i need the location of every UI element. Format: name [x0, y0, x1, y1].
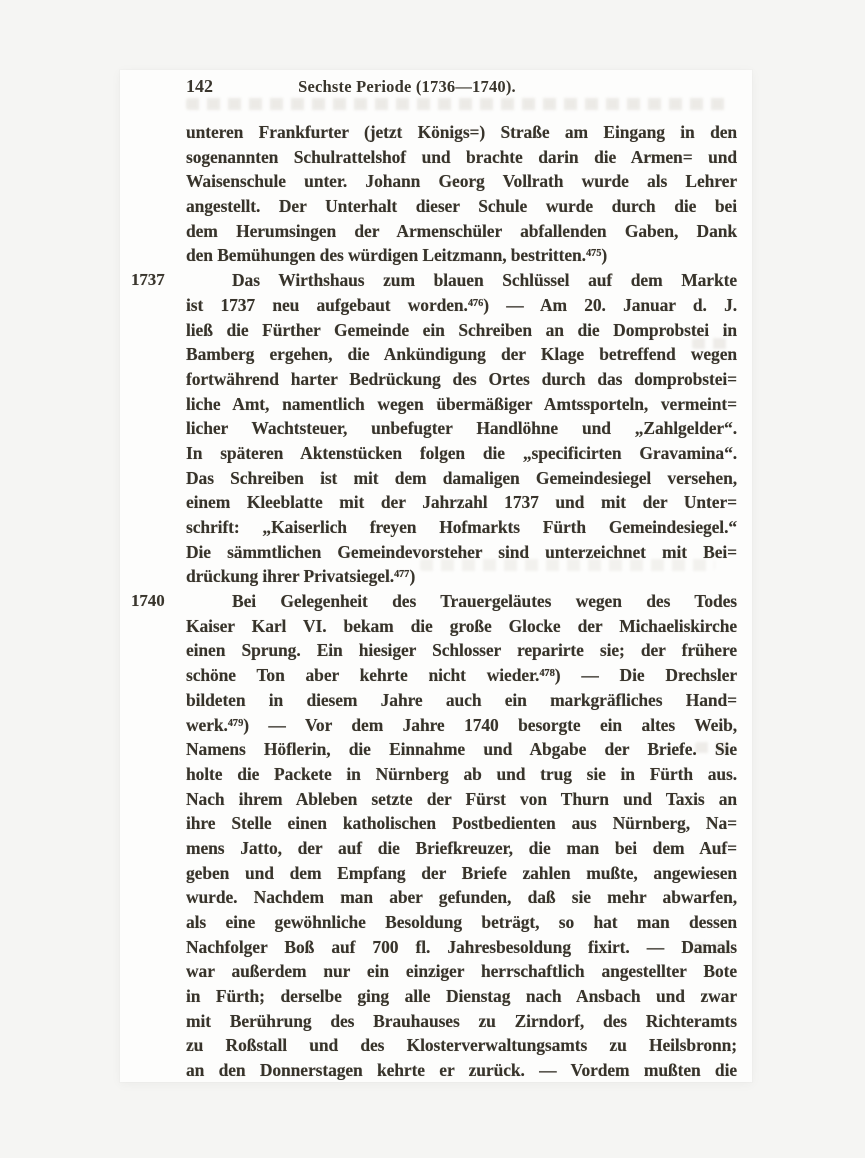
- text-line: schrift: „Kaiserlich freyen Hofmarkts Fürth Gemeindesiegel.“: [186, 517, 737, 537]
- text-line: ist 1737 neu aufgebaut worden.⁴⁷⁶) — Am 20. Januar d. J.: [186, 294, 737, 315]
- text-line: Die sämmtlichen Gemeindevorsteher sind unterzeichnet mit Bei=: [186, 541, 737, 562]
- text-line: licher Wachtsteuer, unbefugter Handlöhne und „Zahlgelder“.: [186, 418, 737, 439]
- text-line: bildeten in diesem Jahre auch ein markgräfliches Hand=: [186, 689, 737, 710]
- margin-year-1737: 1737: [131, 270, 165, 290]
- text-line: Kaiser Karl VI. bekam die große Glocke der Michaeliskirche: [186, 615, 737, 636]
- text-line: in Fürth; derselbe ging alle Dienstag nach Ansbach und zwar: [186, 986, 737, 1007]
- bleed-through-ghost: [186, 98, 726, 110]
- text-line: Nach ihrem Ableben setzte der Fürst von Thurn und Taxis an: [186, 788, 737, 809]
- margin-year-1740: 1740: [131, 591, 165, 611]
- text-line: mens Jatto, der auf die Briefkreuzer, die man bei dem Auf=: [186, 837, 737, 858]
- text-line: schöne Ton aber kehrte nicht wieder.⁴⁷⁸) — Die Drechsler: [186, 665, 737, 686]
- text-line: Namens Höflerin, die Einnahme und Abgabe der Briefe. Sie: [186, 739, 737, 760]
- text-line: an den Donnerstagen kehrte er zurück. — Vordem mußten die: [186, 1060, 737, 1081]
- text-line: Das Wirthshaus zum blauen Schlüssel auf dem Markte: [232, 270, 737, 291]
- running-header-title: Sechste Periode (1736—1740).: [298, 77, 516, 96]
- text-line: mit Berührung des Brauhauses zu Zirndorf, des Richteramts: [186, 1010, 737, 1031]
- text-line: sogenannten Schulrattelshof und brachte darin die Armen= und: [186, 146, 737, 167]
- text-line: zu Roßstall und des Klosterverwaltungsamts zu Heilsbronn;: [186, 1035, 737, 1056]
- page-header: [120, 76, 752, 98]
- text-line: drückung ihrer Privatsiegel.⁴⁷⁷): [186, 566, 416, 587]
- text-line: ließ die Fürther Gemeinde ein Schreiben an die Domprobstei in: [186, 319, 737, 340]
- text-line: einem Kleeblatte mit der Jahrzahl 1737 und mit der Unter=: [186, 492, 737, 513]
- text-line: liche Amt, namentlich wegen übermäßiger Amtssporteln, vermeint=: [186, 393, 737, 414]
- text-line: holte die Packete in Nürnberg ab und trug sie in Fürth aus.: [186, 763, 737, 784]
- text-line: Bamberg ergehen, die Ankündigung der Klage betreffend wegen: [186, 344, 737, 365]
- text-line: In späteren Aktenstücken folgen die „specificirten Gravamina“.: [186, 442, 737, 463]
- text-line: Waisenschule unter. Johann Georg Vollrath wurde als Lehrer: [186, 171, 737, 192]
- text-line: als eine gewöhnliche Besoldung beträgt, so hat man dessen: [186, 912, 737, 932]
- text-line: Nachfolger Boß auf 700 fl. Jahresbesoldung fixirt. — Damals: [186, 936, 737, 957]
- text-line: ihre Stelle einen katholischen Postbedienten aus Nürnberg, Na=: [186, 813, 737, 834]
- page-scan: [120, 70, 752, 1082]
- text-line: unteren Frankfurter (jetzt Königs=) Straße am Eingang in den: [186, 122, 737, 142]
- text-line: dem Herumsingen der Armenschüler abfallenden Gaben, Dank: [186, 220, 737, 241]
- text-line: war außerdem nur ein einziger herrschaftlich angestellter Bote: [186, 961, 737, 982]
- text-line: Bei Gelegenheit des Trauergeläutes wegen des Todes: [232, 591, 737, 612]
- text-line: werk.⁴⁷⁹) — Vor dem Jahre 1740 besorgte ein altes Weib,: [186, 714, 737, 735]
- text-line: wurde. Nachdem man aber gefunden, daß sie mehr abwarfen,: [186, 887, 737, 908]
- text-line: den Bemühungen des würdigen Leitzmann, bestritten.⁴⁷⁵): [186, 245, 608, 266]
- text-line: angestellt. Der Unterhalt dieser Schule wurde durch die bei: [186, 196, 737, 217]
- text-line: geben und dem Empfang der Briefe zahlen mußte, angewiesen: [186, 862, 737, 883]
- text-line: einen Sprung. Ein hiesiger Schlosser reparirte sie; der frühere: [186, 640, 737, 661]
- text-line: Das Schreiben ist mit dem damaligen Gemeindesiegel versehen,: [186, 467, 737, 488]
- text-line: fortwährend harter Bedrückung des Ortes durch das domprobstei=: [186, 368, 737, 389]
- page-number: 142: [186, 76, 213, 96]
- body-text: [131, 120, 737, 1083]
